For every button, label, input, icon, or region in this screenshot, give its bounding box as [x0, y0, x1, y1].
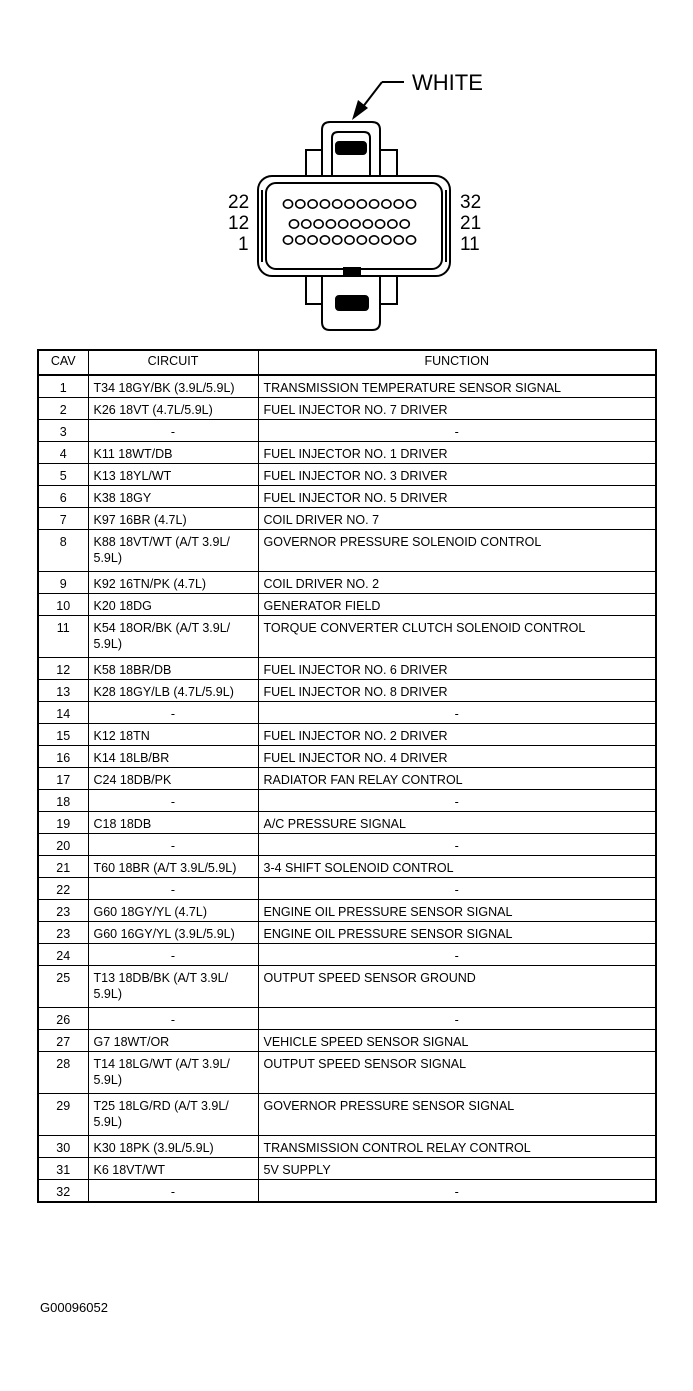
table-row: [38, 1094, 656, 1136]
table-row: [38, 746, 656, 768]
circuit-cell: -: [88, 790, 258, 812]
function-cell: FUEL INJECTOR NO. 2 DRIVER: [258, 724, 656, 746]
function-cell: GOVERNOR PRESSURE SENSOR SIGNAL: [258, 1094, 656, 1136]
circuit-cell: T13 18DB/BK (A/T 3.9L/ 5.9L): [88, 966, 258, 1008]
cav-cell: 10: [38, 594, 88, 616]
cav-cell: 31: [38, 1158, 88, 1180]
function-cell: FUEL INJECTOR NO. 6 DRIVER: [258, 658, 656, 680]
pin-cavity: [339, 220, 348, 228]
pin-cavity: [308, 200, 317, 208]
pin-cavity: [406, 200, 415, 208]
cav-cell: 14: [38, 702, 88, 724]
circuit-cell: -: [88, 944, 258, 966]
pin-cavity: [351, 220, 360, 228]
table-row: [38, 966, 656, 1008]
bottom-latch-slot: [336, 296, 368, 310]
function-cell: -: [258, 1008, 656, 1030]
function-cell: -: [258, 420, 656, 442]
circuit-cell: K30 18PK (3.9L/5.9L): [88, 1136, 258, 1158]
circuit-cell: K26 18VT (4.7L/5.9L): [88, 398, 258, 420]
pin-cavity: [326, 220, 335, 228]
circuit-cell: K58 18BR/DB: [88, 658, 258, 680]
function-cell: -: [258, 790, 656, 812]
pin-label-right-middle: 21: [460, 213, 482, 234]
pin-cavity: [382, 236, 391, 244]
pin-cavity: [283, 236, 292, 244]
circuit-cell: G60 18GY/YL (4.7L): [88, 900, 258, 922]
circuit-cell: T34 18GY/BK (3.9L/5.9L): [88, 375, 258, 398]
circuit-cell: K6 18VT/WT: [88, 1158, 258, 1180]
table-row: [38, 616, 656, 658]
header-cav: CAV: [38, 350, 88, 375]
cav-cell: 6: [38, 486, 88, 508]
pin-label-right-bottom: 11: [460, 234, 480, 255]
circuit-cell: T60 18BR (A/T 3.9L/5.9L): [88, 856, 258, 878]
connector-body: [258, 176, 450, 276]
table-row: [38, 375, 656, 398]
table-header-row: [38, 350, 656, 375]
cav-cell: 20: [38, 834, 88, 856]
table-row: [38, 768, 656, 790]
table-row: [38, 1136, 656, 1158]
table-row: [38, 680, 656, 702]
cav-cell: 21: [38, 856, 88, 878]
table-row: [38, 442, 656, 464]
circuit-cell: G60 16GY/YL (3.9L/5.9L): [88, 922, 258, 944]
cav-cell: 23: [38, 922, 88, 944]
circuit-cell: -: [88, 1008, 258, 1030]
circuit-cell: -: [88, 878, 258, 900]
cav-cell: 18: [38, 790, 88, 812]
cav-cell: 13: [38, 680, 88, 702]
cav-cell: 26: [38, 1008, 88, 1030]
function-cell: FUEL INJECTOR NO. 3 DRIVER: [258, 464, 656, 486]
pin-cavity: [320, 236, 329, 244]
cav-cell: 11: [38, 616, 88, 658]
table-row: [38, 878, 656, 900]
table-row: [38, 508, 656, 530]
cav-cell: 17: [38, 768, 88, 790]
pin-label-left-middle: 12: [228, 213, 250, 234]
cav-cell: 23: [38, 900, 88, 922]
pin-cavity: [345, 236, 354, 244]
function-cell: A/C PRESSURE SIGNAL: [258, 812, 656, 834]
circuit-cell: K13 18YL/WT: [88, 464, 258, 486]
cav-cell: 8: [38, 530, 88, 572]
pin-cavity: [363, 220, 372, 228]
table-row: [38, 594, 656, 616]
circuit-cell: K14 18LB/BR: [88, 746, 258, 768]
figure-id: G00096052: [40, 1300, 108, 1315]
function-cell: VEHICLE SPEED SENSOR SIGNAL: [258, 1030, 656, 1052]
circuit-cell: K88 18VT/WT (A/T 3.9L/ 5.9L): [88, 530, 258, 572]
function-cell: OUTPUT SPEED SENSOR SIGNAL: [258, 1052, 656, 1094]
function-cell: -: [258, 702, 656, 724]
function-cell: ENGINE OIL PRESSURE SENSOR SIGNAL: [258, 922, 656, 944]
pin-cavity: [345, 200, 354, 208]
cav-cell: 12: [38, 658, 88, 680]
pin-cavity: [296, 236, 305, 244]
callout-arrow: [352, 82, 404, 120]
pin-grid: [283, 200, 415, 244]
function-cell: FUEL INJECTOR NO. 1 DRIVER: [258, 442, 656, 464]
pin-cavity: [296, 200, 305, 208]
function-cell: TORQUE CONVERTER CLUTCH SOLENOID CONTROL: [258, 616, 656, 658]
pin-cavity: [357, 200, 366, 208]
table-row: [38, 658, 656, 680]
pin-cavity: [320, 200, 329, 208]
table-row: [38, 572, 656, 594]
pin-label-left-top: 22: [228, 192, 250, 213]
function-cell: -: [258, 1180, 656, 1203]
cav-cell: 2: [38, 398, 88, 420]
table-row: [38, 486, 656, 508]
table-row: [38, 1180, 656, 1203]
pin-cavity: [376, 220, 385, 228]
function-cell: FUEL INJECTOR NO. 8 DRIVER: [258, 680, 656, 702]
table-row: [38, 398, 656, 420]
pin-cavity: [302, 220, 311, 228]
circuit-cell: C18 18DB: [88, 812, 258, 834]
pin-cavity: [289, 220, 298, 228]
circuit-cell: -: [88, 420, 258, 442]
cav-cell: 30: [38, 1136, 88, 1158]
pin-label-left-bottom: 1: [238, 234, 249, 255]
function-cell: GENERATOR FIELD: [258, 594, 656, 616]
pin-cavity: [400, 220, 409, 228]
circuit-cell: C24 18DB/PK: [88, 768, 258, 790]
table-row: [38, 1008, 656, 1030]
table-row: [38, 900, 656, 922]
top-latch-slot: [336, 142, 366, 154]
circuit-cell: -: [88, 1180, 258, 1203]
circuit-cell: K20 18DG: [88, 594, 258, 616]
cav-cell: 25: [38, 966, 88, 1008]
table-row: [38, 724, 656, 746]
function-cell: ENGINE OIL PRESSURE SENSOR SIGNAL: [258, 900, 656, 922]
function-cell: COIL DRIVER NO. 2: [258, 572, 656, 594]
function-cell: 5V SUPPLY: [258, 1158, 656, 1180]
table-row: [38, 530, 656, 572]
function-cell: COIL DRIVER NO. 7: [258, 508, 656, 530]
cav-cell: 15: [38, 724, 88, 746]
function-cell: FUEL INJECTOR NO. 7 DRIVER: [258, 398, 656, 420]
cav-cell: 32: [38, 1180, 88, 1203]
function-cell: FUEL INJECTOR NO. 5 DRIVER: [258, 486, 656, 508]
circuit-cell: K28 18GY/LB (4.7L/5.9L): [88, 680, 258, 702]
cav-cell: 9: [38, 572, 88, 594]
color-callout-label: WHITE: [412, 70, 483, 95]
cav-cell: 19: [38, 812, 88, 834]
circuit-cell: K97 16BR (4.7L): [88, 508, 258, 530]
circuit-cell: -: [88, 702, 258, 724]
pin-cavity: [394, 200, 403, 208]
pin-cavity: [333, 200, 342, 208]
cav-cell: 24: [38, 944, 88, 966]
table-row: [38, 702, 656, 724]
pin-cavity: [388, 220, 397, 228]
cav-cell: 1: [38, 375, 88, 398]
circuit-cell: K12 18TN: [88, 724, 258, 746]
cav-cell: 3: [38, 420, 88, 442]
header-circuit: CIRCUIT: [88, 350, 258, 375]
circuit-cell: G7 18WT/OR: [88, 1030, 258, 1052]
table-row: [38, 856, 656, 878]
cav-cell: 27: [38, 1030, 88, 1052]
circuit-cell: K92 16TN/PK (4.7L): [88, 572, 258, 594]
header-function: FUNCTION: [258, 350, 656, 375]
pin-cavity: [370, 200, 379, 208]
circuit-cell: K11 18WT/DB: [88, 442, 258, 464]
pin-cavity: [382, 200, 391, 208]
pin-cavity: [406, 236, 415, 244]
table-body: [38, 375, 656, 1202]
connector-diagram: [0, 0, 693, 340]
cav-cell: 16: [38, 746, 88, 768]
function-cell: -: [258, 878, 656, 900]
cav-cell: 28: [38, 1052, 88, 1094]
pin-cavity: [370, 236, 379, 244]
cav-cell: 22: [38, 878, 88, 900]
function-cell: TRANSMISSION TEMPERATURE SENSOR SIGNAL: [258, 375, 656, 398]
function-cell: GOVERNOR PRESSURE SOLENOID CONTROL: [258, 530, 656, 572]
table-row: [38, 464, 656, 486]
pin-cavity: [308, 236, 317, 244]
table-row: [38, 812, 656, 834]
table-row: [38, 1158, 656, 1180]
pin-cavity: [283, 200, 292, 208]
function-cell: FUEL INJECTOR NO. 4 DRIVER: [258, 746, 656, 768]
connector-face: [266, 183, 442, 269]
pin-cavity: [314, 220, 323, 228]
circuit-cell: K38 18GY: [88, 486, 258, 508]
table-row: [38, 1030, 656, 1052]
cavity-table: [37, 349, 657, 1203]
pin-cavity: [394, 236, 403, 244]
circuit-cell: K54 18OR/BK (A/T 3.9L/ 5.9L): [88, 616, 258, 658]
circuit-cell: T25 18LG/RD (A/T 3.9L/ 5.9L): [88, 1094, 258, 1136]
function-cell: TRANSMISSION CONTROL RELAY CONTROL: [258, 1136, 656, 1158]
function-cell: 3-4 SHIFT SOLENOID CONTROL: [258, 856, 656, 878]
cav-cell: 7: [38, 508, 88, 530]
function-cell: OUTPUT SPEED SENSOR GROUND: [258, 966, 656, 1008]
pin-cavity: [357, 236, 366, 244]
cav-cell: 5: [38, 464, 88, 486]
table-row: [38, 834, 656, 856]
table-row: [38, 922, 656, 944]
pin-label-right-top: 32: [460, 192, 482, 213]
table-row: [38, 420, 656, 442]
function-cell: RADIATOR FAN RELAY CONTROL: [258, 768, 656, 790]
function-cell: -: [258, 944, 656, 966]
circuit-cell: T14 18LG/WT (A/T 3.9L/ 5.9L): [88, 1052, 258, 1094]
function-cell: -: [258, 834, 656, 856]
cav-cell: 4: [38, 442, 88, 464]
table-row: [38, 1052, 656, 1094]
table-row: [38, 944, 656, 966]
cav-cell: 29: [38, 1094, 88, 1136]
circuit-cell: -: [88, 834, 258, 856]
table-row: [38, 790, 656, 812]
pin-cavity: [333, 236, 342, 244]
